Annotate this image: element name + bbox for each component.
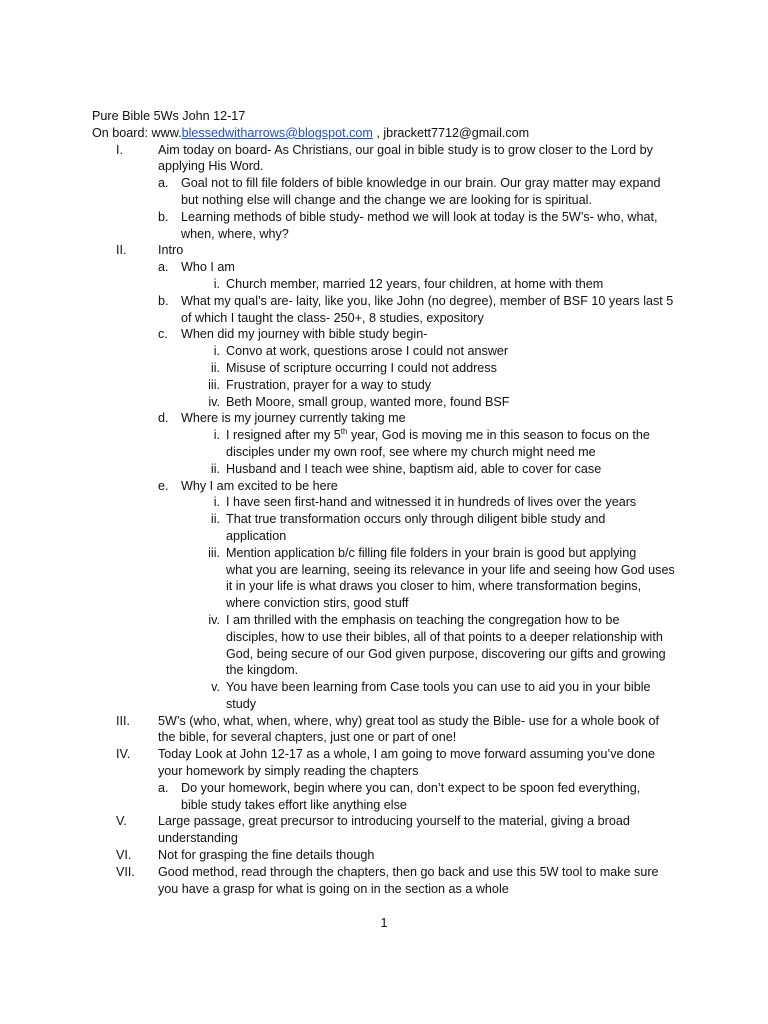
- outline-line: [92, 813, 692, 830]
- outline-text: Aim today on board- As Christians, our goal in bible study is to grow closer to the Lord by: [158, 142, 653, 157]
- outline-text: applying His Word.: [158, 159, 264, 174]
- outline-line: [92, 209, 692, 226]
- outline-text: disciples, how to use their bibles, all of that points to a deeper relationship with: [226, 629, 663, 644]
- outline-text: bible study takes effort like anything else: [181, 797, 407, 812]
- list-marker: d.: [158, 411, 169, 426]
- outline-text: Convo at work, questions arose I could not answer: [226, 344, 509, 359]
- outline-text: your homework by simply reading the chapters: [158, 764, 419, 779]
- outline-line: [92, 662, 692, 679]
- outline-text: That true transformation occurs only through diligent bible study and: [226, 512, 606, 527]
- outline-line: [92, 259, 692, 276]
- outline-text: Why I am excited to be here: [181, 478, 338, 493]
- page-number: 1: [380, 916, 388, 930]
- list-marker: VII.: [116, 864, 135, 879]
- outline-line: [92, 830, 692, 847]
- list-marker: a.: [158, 260, 169, 275]
- outline-line: [92, 276, 692, 293]
- list-marker: I.: [116, 142, 123, 157]
- outline-line: [92, 646, 692, 663]
- outline-text: but nothing else will change and the change we are looking for is spiritual.: [181, 192, 592, 207]
- outline-line: [92, 494, 692, 511]
- outline-text: 5W’s (who, what, when, where, why) great tool as study the Bible- use for a whole book of: [158, 713, 659, 728]
- list-marker: iv.: [208, 394, 220, 409]
- board-line: [92, 125, 692, 142]
- outline-line: [92, 578, 692, 595]
- outline-line: [92, 746, 692, 763]
- outline-text: it in your life is what draws you closer to him, where transformation begins,: [226, 579, 642, 594]
- list-marker: ii.: [210, 512, 220, 527]
- outline-text-part: I resigned after my 5: [226, 428, 341, 443]
- outline-line: [92, 595, 692, 612]
- outline-text: Church member, married 12 years, four children, at home with them: [226, 276, 604, 291]
- outline-line: [92, 696, 692, 713]
- outline-list: [92, 142, 692, 898]
- outline-text: Intro: [158, 243, 184, 258]
- outline-line: [92, 478, 692, 495]
- blog-link[interactable]: blessedwitharrows@blogspot.com: [181, 125, 373, 140]
- board-suffix: , jbrackett7712@gmail.com: [372, 125, 530, 140]
- outline-text: I have seen first-hand and witnessed it in hundreds of lives over the years: [226, 495, 637, 510]
- list-marker: III.: [116, 713, 130, 728]
- outline-line: [92, 629, 692, 646]
- outline-text-part: year, God is moving me in this season to focus on the: [347, 428, 650, 443]
- list-marker: a.: [158, 780, 169, 795]
- outline-line: [92, 242, 692, 259]
- outline-text: understanding: [158, 831, 238, 846]
- outline-text: Misuse of scripture occurring I could not address: [226, 360, 497, 375]
- outline-line: [92, 226, 692, 243]
- outline-text: Good method, read through the chapters, then go back and use this 5W tool to make sure: [158, 864, 659, 879]
- outline-text: Learning methods of bible study- method we will look at today is the 5W’s- who, what,: [181, 209, 658, 224]
- outline-line: [92, 326, 692, 343]
- list-marker: ii.: [210, 360, 220, 375]
- outline-line: [92, 780, 692, 797]
- outline-text: when, where, why?: [181, 226, 289, 241]
- outline-line: [92, 377, 692, 394]
- outline-line: [92, 192, 692, 209]
- list-marker: a.: [158, 176, 169, 191]
- list-marker: i.: [213, 428, 220, 443]
- outline-text: where conviction stirs, good stuff: [226, 596, 409, 611]
- outline-text: Not for grasping the fine details though: [158, 848, 375, 863]
- outline-text: I am thrilled with the emphasis on teaching the congregation how to be: [226, 612, 620, 627]
- outline-text: When did my journey with bible study begin-: [181, 327, 428, 342]
- outline-text: Goal not to fill file folders of bible knowledge in our brain. Our gray matter may expand: [181, 176, 661, 191]
- outline-text: what you are learning, seeing its relevance in your life and seeing how God uses: [226, 562, 675, 577]
- outline-text: Where is my journey currently taking me: [181, 411, 406, 426]
- outline-line: [92, 528, 692, 545]
- list-marker: iii.: [208, 545, 220, 560]
- outline-text: Who I am: [181, 260, 235, 275]
- outline-text: Do your homework, begin where you can, don’t expect to be spoon fed everything,: [181, 780, 641, 795]
- list-marker: i.: [213, 344, 220, 359]
- outline-text: application: [226, 528, 287, 543]
- board-prefix: On board: www.: [92, 125, 182, 140]
- outline-text: Mention application b/c filling file folders in your brain is good but applying: [226, 545, 637, 560]
- outline-line: [92, 175, 692, 192]
- outline-text: you have a grasp for what is going on in the section as a whole: [158, 881, 509, 896]
- outline-text: of which I taught the class- 250+, 8 studies, expository: [181, 310, 484, 325]
- outline-line: [92, 511, 692, 528]
- list-marker: v.: [211, 680, 220, 695]
- outline-line: [92, 679, 692, 696]
- outline-text: Husband and I teach wee shine, baptism aid, able to cover for case: [226, 461, 602, 476]
- outline-line: [92, 881, 692, 898]
- outline-text: You have been learning from Case tools you can use to aid you in your bible: [226, 680, 651, 695]
- list-marker: b.: [158, 293, 169, 308]
- document-title: Pure Bible 5Ws John 12-17: [92, 109, 246, 123]
- outline-line: [92, 360, 692, 377]
- list-marker: i.: [213, 495, 220, 510]
- outline-line: [92, 562, 692, 579]
- list-marker: c.: [158, 327, 168, 342]
- superscript: th: [340, 426, 348, 436]
- outline-line: [92, 612, 692, 629]
- outline-text: Large passage, great precursor to introducing yourself to the material, giving a broad: [158, 814, 630, 829]
- outline-line: [92, 461, 692, 478]
- outline-text: disciples under my own roof, see where my church might need me: [226, 444, 596, 459]
- outline-line: [92, 729, 692, 746]
- outline-text: [226, 427, 692, 444]
- outline-line: [92, 410, 692, 427]
- outline-line: [92, 444, 692, 461]
- document-body: [92, 108, 692, 897]
- list-marker: iv.: [208, 612, 220, 627]
- outline-line: [92, 797, 692, 814]
- list-marker: VI.: [116, 848, 132, 863]
- outline-line: [92, 545, 692, 562]
- list-marker: ii.: [210, 461, 220, 476]
- outline-line: [92, 142, 692, 159]
- list-marker: V.: [116, 814, 127, 829]
- list-marker: i.: [213, 276, 220, 291]
- outline-line: [92, 310, 692, 327]
- outline-text: Beth Moore, small group, wanted more, found BSF: [226, 394, 510, 409]
- outline-line: [92, 343, 692, 360]
- outline-text: the kingdom.: [226, 663, 299, 678]
- list-marker: IV.: [116, 747, 131, 762]
- outline-text: God, being secure of our God given purpose, discovering our gifts and growing: [226, 646, 666, 661]
- outline-text: Frustration, prayer for a way to study: [226, 377, 432, 392]
- list-marker: b.: [158, 209, 169, 224]
- outline-line: [92, 158, 692, 175]
- outline-line: [92, 713, 692, 730]
- outline-text: What my qual’s are- laity, like you, like John (no degree), member of BSF 10 years last 5: [181, 293, 674, 308]
- outline-text: Today Look at John 12-17 as a whole, I am going to move forward assuming you’ve done: [158, 747, 656, 762]
- outline-line: [92, 847, 692, 864]
- outline-text: study: [226, 696, 257, 711]
- outline-line: [92, 427, 692, 444]
- list-marker: iii.: [208, 377, 220, 392]
- outline-line: [92, 763, 692, 780]
- outline-line: [92, 864, 692, 881]
- list-marker: e.: [158, 478, 169, 493]
- outline-text: the bible, for several chapters, just one or part of one!: [158, 730, 457, 745]
- outline-line: [92, 394, 692, 411]
- outline-line: [92, 293, 692, 310]
- list-marker: II.: [116, 243, 127, 258]
